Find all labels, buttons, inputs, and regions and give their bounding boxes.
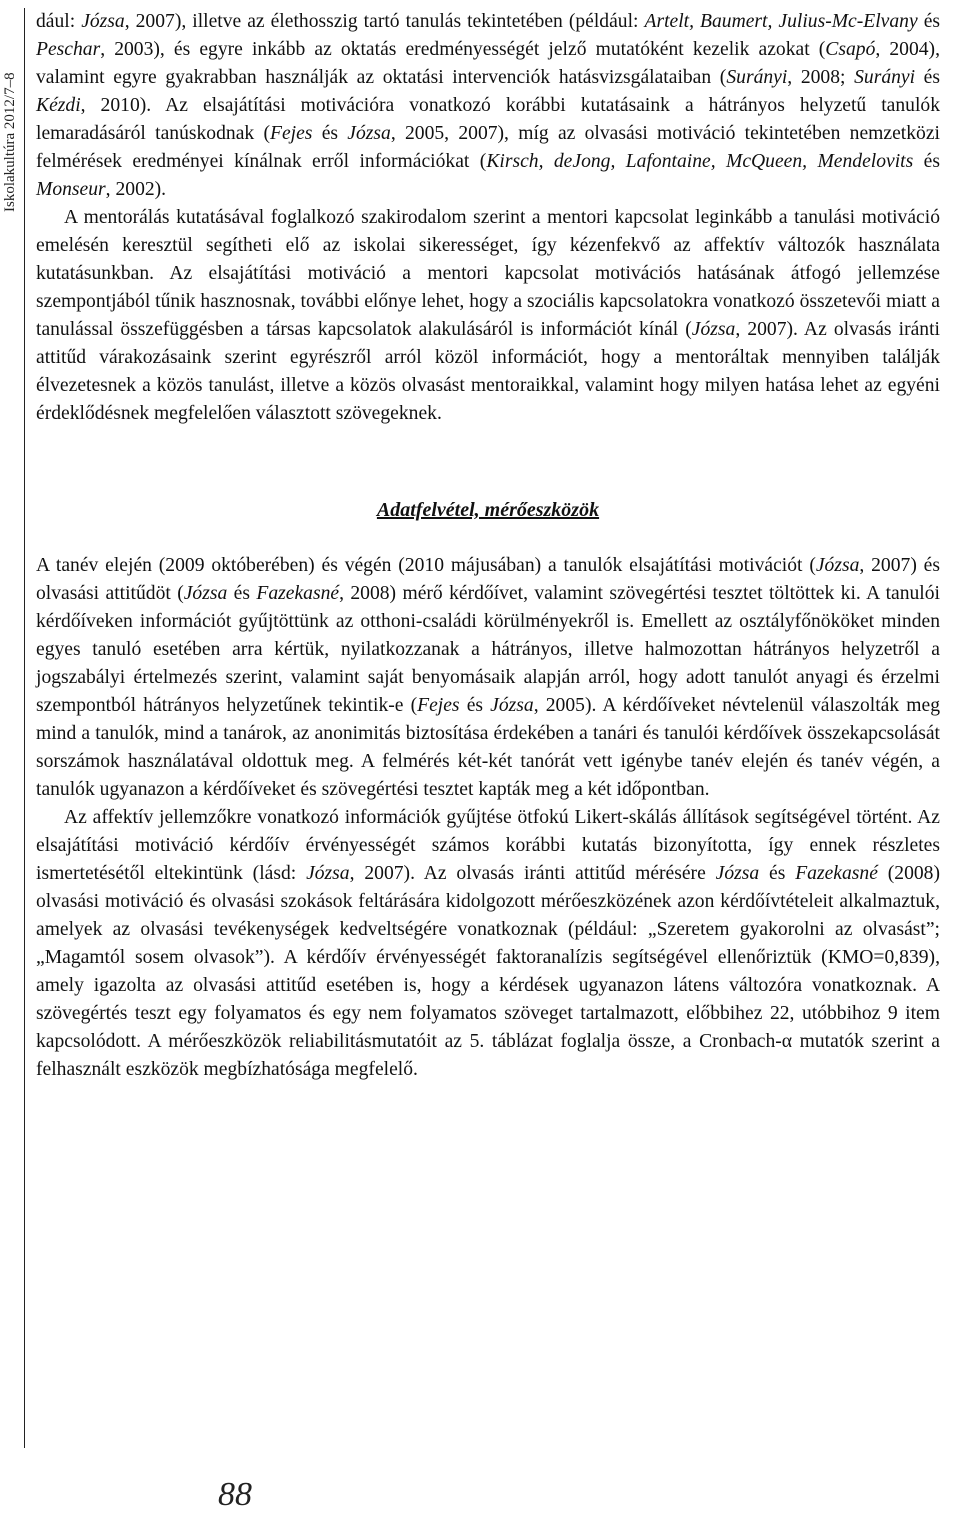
margin-rule bbox=[24, 8, 25, 1448]
text-run: , 2005). A kérdőíveket névtelenül válaszolták meg mind a tanulók, mind a tanárok, az anonimitás biztosítása érdekében a tanári és tanulói kérdőívek összekapcsolását sorszámok használatával oldottuk meg. A felmérés két-két tanórát vett igénybe tanév elején és tanév végén, a tanulók ugyanazon a kérdőíveket és szövegértési tesztet kapták meg a két időpontban. bbox=[36, 695, 940, 800]
text-run: és bbox=[917, 11, 941, 32]
citation-author: Kézdi bbox=[36, 95, 81, 116]
text-run: , 2007). Az olvasás iránti attitűd mérésére bbox=[349, 863, 716, 884]
citation-author: Fejes bbox=[269, 123, 313, 144]
running-head bbox=[0, 12, 22, 212]
text-run: , 2007), illetve az élethosszig tartó tanulás tekintetében (például: bbox=[124, 11, 645, 32]
text-run: és bbox=[913, 151, 940, 172]
citation-author: Monseur bbox=[36, 179, 106, 200]
body-text bbox=[36, 8, 940, 1084]
section-title: Adatfelvétel, mérőeszközök bbox=[376, 499, 600, 521]
citation-author: Artelt, Baumert, Julius-Mc-Elvany bbox=[644, 11, 918, 32]
text-run: , 2002). bbox=[105, 179, 167, 200]
text-run: , 2004), valamint egyre gyakrabban használják az oktatási intervenciók hatásvizsgálataiban ( bbox=[36, 39, 940, 88]
text-run: , 2010). Az elsajátítási motivációra vonatkozó korábbi kutatásaink a hátrányos helyzetű tanulók lemaradásáról tanúskodnak ( bbox=[36, 95, 940, 144]
citation-author: Kirsch, deJong, Lafontaine, McQueen, Mendelovits bbox=[486, 151, 914, 172]
citation-author: Surányi bbox=[726, 67, 788, 88]
text-run: , 2003), és egyre inkább az oktatás eredményességét jelző mutatóként kezelik azokat ( bbox=[100, 39, 826, 60]
text-run: , 2005, 2007), míg az olvasási motiváció tekintetében nemzetközi felmérések eredményei kínálnak erről információkat ( bbox=[36, 123, 940, 172]
paragraph bbox=[36, 8, 940, 204]
citation-author: Józsa bbox=[490, 695, 534, 716]
citation-author: Peschar bbox=[36, 39, 101, 60]
text-run: és bbox=[459, 695, 491, 716]
citation-author: Surányi bbox=[854, 67, 916, 88]
citation-author: Józsa bbox=[347, 123, 391, 144]
citation-author: Fejes bbox=[417, 695, 460, 716]
running-head-text: Iskolakultúra 2012/7–8 bbox=[2, 72, 18, 212]
citation-author: Józsa bbox=[81, 11, 125, 32]
page-number: 88 bbox=[218, 1476, 252, 1513]
text-run: és bbox=[915, 67, 941, 88]
citation-author: Józsa bbox=[815, 555, 860, 576]
text-run: , 2007) és olvasási attitűdöt ( bbox=[36, 555, 940, 604]
text-run: és bbox=[227, 583, 257, 604]
text-run: és bbox=[759, 863, 796, 884]
paragraph bbox=[36, 804, 940, 1084]
text-run: A tanév elején (2009 októberében) és végén (2010 májusában) a tanulók elsajátítási motivációt ( bbox=[36, 555, 816, 576]
text-run: A mentorálás kutatásával foglalkozó szakirodalom szerint a mentori kapcsolat leginkább a tanulási motiváció emelésén keresztül segítheti elő az iskolai sikerességet, így kézenfekvő az affektív változók használata kutatásunkban. Az elsajátítási motiváció a mentori kapcsolat motivációs hatásának átfogó jellemzése szempontjából tűnik hasznosnak, további előnye lehet, hogy a szociális kapcsolatokra vonatkozó összetevői miatt a tanulással összefüggésben a társas kapcsolatok alakulásáról is információt kínál ( bbox=[36, 207, 940, 340]
paragraph bbox=[36, 204, 940, 428]
text-run: és bbox=[312, 123, 348, 144]
citation-author: Fazekasné bbox=[256, 583, 340, 604]
text-run: , 2008; bbox=[787, 67, 855, 88]
text-run: (2008) olvasási motiváció és olvasási szokások feltárására kidolgozott mérőeszközének azon kérdőívtételeit alkalmaztuk, amelyek az olvasási tevékenységek kedveltségére vonatkoznak (például: „Szeretem gyakorolni az olvasást”; „Magamtól sosem olvasok”). A kérdőív érvényességét faktoranalízis segítségével ellenőriztük (KMO=0,839), amely igazolta az olvasási attitűd esetében is, hogy a kérdések ugyanazon látens változóra vonatkoznak. A szövegértés teszt egy folyamatos és egy nem folyamatos szöveget tartalmazott, előbbihez 22, utóbbihoz 9 item kapcsolódott. A mérőeszközök reliabilitásmutatóit az 5. táblázat foglalja össze, a Cronbach-α mutatók szerint a felhasznált eszközök megbízhatósága megfelelő. bbox=[36, 863, 941, 1080]
citation-author: Csapó bbox=[825, 39, 876, 60]
text-run: Az affektív jellemzőkre vonatkozó információk gyűjtése ötfokú Likert-skálás állítások segítségével történt. Az elsajátítási motiváció kérdőív érvényességét számos korábbi kutatás bizonyította, így ennek részletes ismertetésétől eltekintünk (lásd: bbox=[36, 807, 940, 884]
citation-author: Fazekasné bbox=[795, 863, 878, 884]
text-run: , 2008) mérő kérdőívet, valamint szövegértési tesztet töltöttek ki. A tanulói kérdőíveken információt gyűjtöttünk az otthoni-családi körülményekről is. Emellett az osztályfőnököket minden egyes tanuló esetében arra kértük, nyilatkozzanak a hátrányos, illetve halmozottan hátrányos helyzetről a jogszabályi értelmezés szerint, valamint saját benyomásaik alapján arról, hogy adott tanulót anyagi és érzelmi szempontból hátrányos helyzetűnek tekintik-e ( bbox=[36, 583, 940, 716]
text-run: , 2007). Az olvasás iránti attitűd várakozásaink szerint egyrészről arról közöl információt, hogy a mentoráltak mennyiben találják élvezetesnek a közös tanulást, illetve a közös olvasást mentoraikkal, valamint hogy milyen hatása lehet az egyéni érdeklődésnek megfelelően választott szövegeknek. bbox=[36, 319, 940, 424]
citation-author: Józsa bbox=[691, 319, 736, 340]
citation-author: Józsa bbox=[715, 863, 760, 884]
text-run: dául: bbox=[36, 11, 82, 32]
paragraph bbox=[36, 552, 940, 804]
citation-author: Józsa bbox=[183, 583, 228, 604]
citation-author: Józsa bbox=[306, 863, 350, 884]
